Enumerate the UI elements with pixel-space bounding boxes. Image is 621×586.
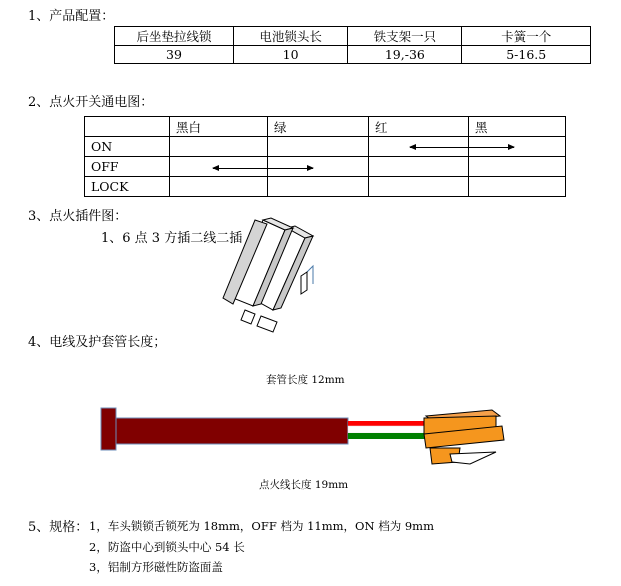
spec-line: 3，铝制方形磁性防盗面盖: [89, 560, 223, 574]
connector-lock-tab-body: [301, 272, 307, 294]
wire-harness-drawing: [100, 404, 510, 474]
config-header-cell: 卡簧一个: [462, 27, 591, 46]
connector-latch: [450, 452, 496, 464]
wiring-header-cell: [85, 117, 170, 137]
config-value-cell: 39: [115, 46, 234, 64]
config-value-cell: 5-16.5: [462, 46, 591, 64]
wiring-cell: [268, 177, 369, 197]
row-label: LOCK: [85, 177, 170, 197]
connector-pin: [257, 316, 277, 332]
config-header-cell: 电池锁头长: [234, 27, 348, 46]
section-4-heading: 4、电线及护套管长度；: [28, 335, 167, 350]
spec-line: 2，防盗中心到锁头中心 54 长: [89, 540, 245, 554]
wiring-header-cell: 红: [369, 117, 469, 137]
off-connection-arrow: [213, 168, 313, 169]
ignition-connector-drawing: [215, 212, 325, 336]
config-value-cell: 19,-36: [348, 46, 462, 64]
wiring-header-cell: 黑: [469, 117, 566, 137]
protective-sleeve: [116, 418, 348, 444]
wiring-cell: [268, 137, 369, 157]
section-1-heading: 1、产品配置：: [28, 9, 115, 24]
connector-lock-tab: [307, 266, 313, 284]
wiring-cell: [170, 137, 268, 157]
section-5-heading: 5、规格：: [28, 520, 89, 535]
wiring-cell: [170, 177, 268, 197]
wiring-header-cell: 黑白: [170, 117, 268, 137]
config-header-row: [115, 27, 591, 46]
wire-length-caption: 点火线长度 19mm: [259, 479, 349, 491]
wiring-cell: [268, 157, 369, 177]
wiring-header-cell: 绿: [268, 117, 369, 137]
spec-line: 1，车头锁锁舌锁死为 18mm，OFF 档为 11mm，ON 档为 9mm: [89, 519, 434, 533]
wiring-row-off: [85, 157, 566, 177]
connector-description: 1、6 点 3 方插二线二插: [101, 231, 243, 246]
config-value-row: [115, 46, 591, 64]
wiring-cell: [369, 157, 469, 177]
sleeve-end-cap: [101, 408, 116, 450]
sleeve-length-caption: 套管长度 12mm: [266, 374, 345, 386]
section-3-heading: 3、点火插件图：: [28, 209, 128, 224]
section-2-heading: 2、点火开关通电图：: [28, 95, 154, 110]
wiring-cell: [469, 157, 566, 177]
on-connection-arrow: [410, 147, 514, 148]
connector-pin: [241, 310, 255, 324]
wiring-header-row: [85, 117, 566, 137]
wire-gap: [348, 426, 428, 433]
row-label: OFF: [85, 157, 170, 177]
wiring-cell: [469, 177, 566, 197]
green-wire: [348, 433, 428, 439]
wiring-cell: [369, 177, 469, 197]
product-config-table: [114, 26, 591, 64]
ignition-wiring-table: [84, 116, 566, 197]
config-value-cell: 10: [234, 46, 348, 64]
row-label: ON: [85, 137, 170, 157]
config-header-cell: 后坐垫拉线锁: [115, 27, 234, 46]
red-wire: [348, 421, 428, 426]
wiring-row-lock: [85, 177, 566, 197]
config-header-cell: 铁支架一只: [348, 27, 462, 46]
